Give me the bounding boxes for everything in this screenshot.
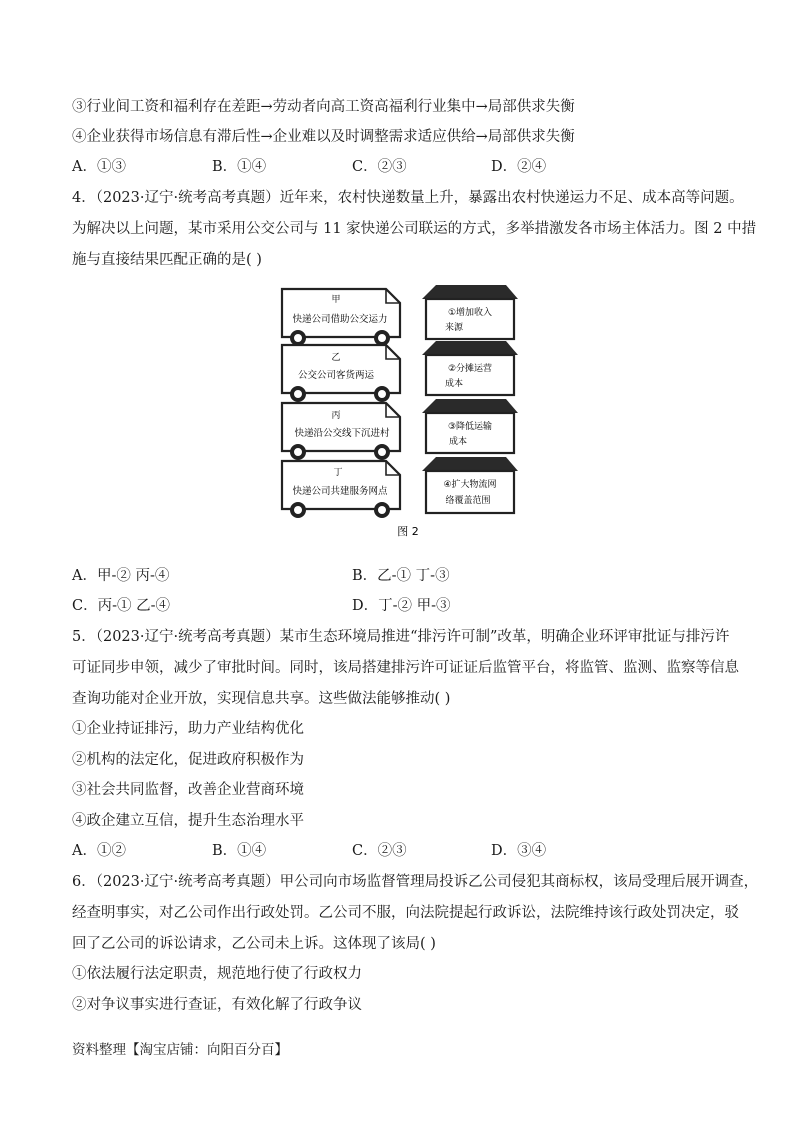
q4-stem-line-3: 施与直接结果匹配正确的是( )	[72, 252, 262, 268]
figure-2-svg	[278, 283, 520, 545]
q5-stem-line-1: 5．（2023·辽宁·统考高考真题）某市生态环境局推进“排污许可制”改革，明确企业环评审批证与排污许	[72, 629, 730, 645]
house-4-line-1: ④扩大物流网	[443, 480, 497, 490]
truck-ding-label: 丁	[333, 468, 343, 478]
house-1-line-1: ①增加收入	[447, 308, 493, 318]
q5-option-a: A．①②	[72, 843, 126, 859]
q6-item-2: ②对争议事实进行查证，有效化解了行政争议	[72, 997, 362, 1013]
truck-yi-label: 乙	[331, 353, 341, 363]
q4-option-a: A．甲-② 丙-④	[72, 568, 170, 584]
house-3	[422, 399, 518, 453]
q4-stem-line-1: 4．（2023·辽宁·统考高考真题）近年来，农村快递数量上升，暴露出农村快递运力不足、成本高等问题。	[72, 190, 744, 206]
q6-stem-line-3: 回了乙公司的诉讼请求，乙公司未上诉。这体现了该局( )	[72, 936, 436, 952]
q5-option-c: C．②③	[352, 843, 407, 859]
q4-option-b: B．乙-① 丁-③	[352, 568, 450, 584]
truck-yi-text: 公交公司客货两运	[297, 370, 375, 381]
house-2	[422, 341, 518, 395]
q3-option-b: B．①④	[212, 159, 267, 175]
house-1	[422, 285, 518, 339]
figure-caption: 图 2	[397, 525, 419, 538]
house-3-line-1: ③降低运输	[447, 422, 493, 432]
truck-bing-text: 快递沿公交线下沉进村	[294, 428, 390, 439]
q3-option-a: A．①③	[72, 159, 126, 175]
q6-stem-line-1: 6．（2023·辽宁·统考高考真题）甲公司向市场监督管理局投诉乙公司侵犯其商标权，该局受理后展开调查，	[72, 874, 759, 890]
page-footer: 资料整理【淘宝店铺：向阳百分百】	[72, 1042, 288, 1058]
q5-item-4: ④政企建立互信，提升生态治理水平	[72, 813, 304, 829]
q5-item-2: ②机构的法定化，促进政府积极作为	[72, 752, 304, 768]
truck-jia-label: 甲	[331, 295, 341, 305]
truck-jia-text: 快递公司借助公交运力	[292, 314, 388, 325]
house-2-line-2: 成本	[444, 379, 464, 389]
figure-2	[278, 283, 520, 545]
q5-option-d: D．③④	[491, 843, 547, 859]
truck-ding	[282, 461, 400, 516]
q5-stem-line-3: 查询功能对企业开放，实现信息共享。这些做法能够推动( )	[72, 691, 451, 707]
truck-yi	[282, 345, 400, 400]
q6-stem-line-2: 经查明事实，对乙公司作出行政处罚。乙公司不服，向法院提起行政诉讼，法院维持该行政处罚决定，驳	[72, 905, 739, 921]
q4-stem-line-2: 为解决以上问题，某市采用公交公司与 11 家快递公司联运的方式，多举措激发各市场主体活力。图 2 中措	[72, 221, 757, 237]
truck-jia	[282, 289, 400, 344]
house-3-line-2: 成本	[448, 437, 468, 447]
house-4	[422, 457, 518, 513]
q5-item-1: ①企业持证排污，助力产业结构优化	[72, 721, 304, 737]
q5-option-b: B．①④	[212, 843, 267, 859]
house-2-line-1: ②分摊运营	[447, 364, 493, 374]
house-1-line-2: 来源	[444, 323, 464, 333]
q3-item-4: ④企业获得市场信息有滞后性→企业难以及时调整需求适应供给→局部供求失衡	[72, 129, 575, 145]
q5-stem-line-2: 可证同步申领，减少了审批时间。同时，该局搭建排污许可证证后监管平台，将监管、监测、监察等信息	[72, 660, 739, 676]
truck-bing-label: 丙	[331, 411, 341, 421]
q4-option-d: D．丁-② 甲-③	[352, 598, 451, 614]
house-4-line-2: 络覆盖范围	[445, 496, 491, 506]
q4-option-c: C．丙-① 乙-④	[72, 598, 171, 614]
truck-ding-text: 快递公司共建服务网点	[292, 486, 388, 497]
q3-option-c: C．②③	[352, 159, 407, 175]
q5-item-3: ③社会共同监督，改善企业营商环境	[72, 782, 304, 798]
q3-item-3: ③行业间工资和福利存在差距→劳动者向高工资高福利行业集中→局部供求失衡	[72, 99, 575, 115]
q3-option-d: D．②④	[491, 159, 547, 175]
q6-item-1: ①依法履行法定职责，规范地行使了行政权力	[72, 966, 362, 982]
truck-bing	[282, 403, 400, 458]
